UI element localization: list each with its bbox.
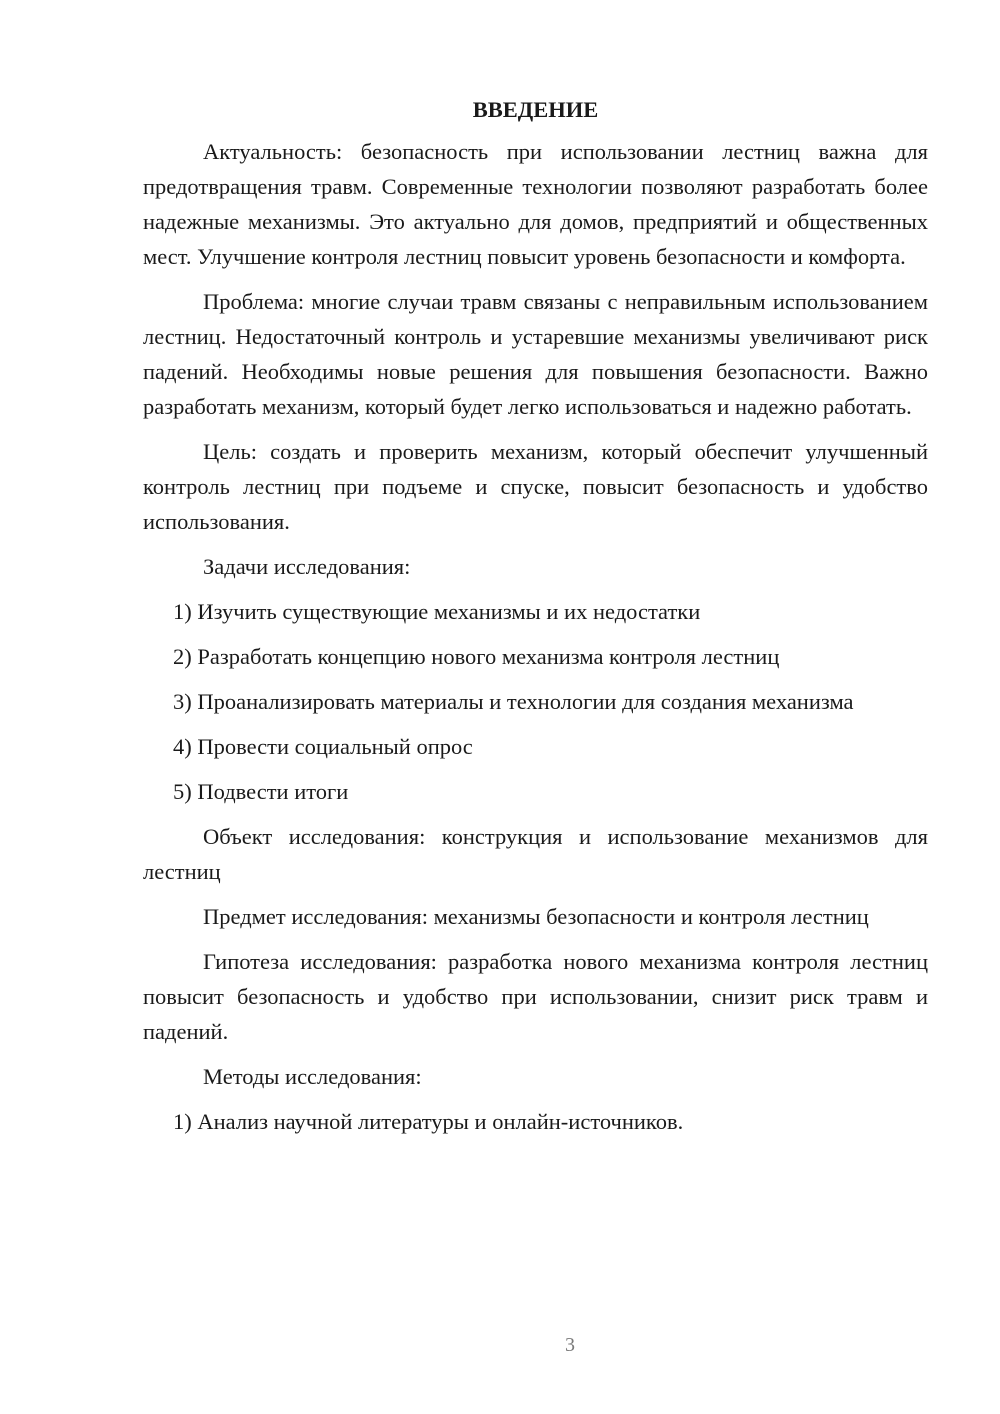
task-item: 5) Подвести итоги [173,779,349,804]
task-item: 1) Изучить существующие механизмы и их недостатки [173,599,701,624]
subject-paragraph: Предмет исследования: механизмы безопасности и контроля лестниц [203,904,869,929]
relevance-paragraph: Актуальность: безопасность при использовании лестниц важна для предотвращения травм. Современные технологии позволяют разработать более надежные механизмы. Это актуально для домов, предприятий и общественных мест. Улучшение контроля лестниц повысит уровень безопасности и комфорта. [143,139,928,269]
task-item: 3) Проанализировать материалы и технологии для создания механизма [173,689,854,714]
goal-paragraph: Цель: создать и проверить механизм, который обеспечит улучшенный контроль лестниц при подъеме и спуске, повысит безопасность и удобство использования. [143,439,928,534]
hypothesis-paragraph: Гипотеза исследования: разработка нового механизма контроля лестниц повысит безопасность и удобство при использовании, снизит риск травм и падений. [143,949,928,1044]
page-number: 3 [565,1334,575,1356]
task-item: 2) Разработать концепцию нового механизма контроля лестниц [173,644,780,669]
tasks-heading: Задачи исследования: [203,554,411,579]
problem-paragraph: Проблема: многие случаи травм связаны с неправильным использованием лестниц. Недостаточный контроль и устаревшие механизмы увеличивают риск падений. Необходимы новые решения для повышения безопасности. Важно разработать механизм, который будет легко использоваться и надежно работать. [143,289,928,419]
object-paragraph: Объект исследования: конструкция и использование механизмов для лестниц [143,824,928,884]
section-title: ВВЕДЕНИЕ [472,97,599,122]
document-page [143,92,928,1149]
task-item: 4) Провести социальный опрос [173,734,473,759]
methods-heading: Методы исследования: [203,1064,422,1089]
method-item: 1) Анализ научной литературы и онлайн-источников. [173,1109,684,1134]
